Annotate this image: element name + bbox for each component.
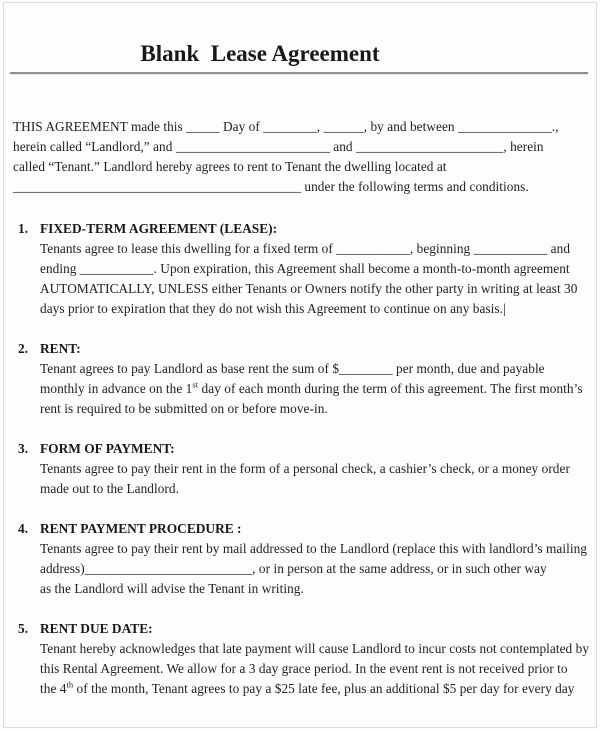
text-line: this Rental Agreement. We allow for a 3 day grace period. In the event rent is not received prior to	[40, 661, 568, 676]
title-rule	[10, 72, 588, 75]
intro-paragraph	[13, 117, 592, 197]
section-2	[0, 339, 600, 419]
text-line: Tenants agree to lease this dwelling for a fixed term of ___________, beginning ___________ and	[40, 241, 571, 256]
section-body	[40, 539, 592, 599]
section-heading-row	[0, 619, 600, 639]
text-line: Tenants agree to pay their rent by mail addressed to the Landlord (replace this with landlord’s mailing	[40, 541, 588, 556]
section-body	[40, 639, 592, 699]
text-line: herein called “Landlord,” and _______________________ and ______________________, herein	[13, 139, 544, 154]
section-number: 5.	[18, 621, 29, 636]
section-heading: RENT:	[40, 341, 81, 356]
section-4	[0, 519, 600, 599]
section-heading: FIXED-TERM AGREEMENT (LEASE):	[40, 221, 278, 236]
sections-list	[0, 219, 600, 699]
text-line: AUTOMATICALLY, UNLESS either Tenants or Owners notify the other party in writing at least 30	[40, 281, 578, 296]
section-number: 1.	[18, 221, 29, 236]
section-body	[40, 359, 592, 419]
text-line: monthly in advance on the 1st day of each month during the term of this agreement. The first month’s	[40, 379, 583, 396]
text-line: called “Tenant.” Landlord hereby agrees to rent to Tenant the dwelling located at	[13, 159, 447, 174]
text-line: address)_________________________, or in person at the same address, or in such other way	[40, 561, 547, 576]
section-heading-row	[0, 439, 600, 459]
document-title: Blank Lease Agreement	[140, 41, 380, 66]
section-heading-row	[0, 519, 600, 539]
section-1	[0, 219, 600, 319]
section-5	[0, 619, 600, 699]
section-heading: RENT PAYMENT PROCEDURE :	[40, 521, 242, 536]
section-heading-row	[0, 339, 600, 359]
text-line: Tenant hereby acknowledges that late payment will cause Landlord to incur costs not contemplated by	[40, 641, 590, 656]
text-line: made out to the Landlord.	[40, 481, 179, 496]
section-number: 3.	[18, 441, 29, 456]
text-line: ending ___________. Upon expiration, this Agreement shall become a month-to-month agreement	[40, 261, 570, 276]
text-line: Tenants agree to pay their rent in the form of a personal check, a cashier’s check, or a money order	[40, 461, 570, 476]
section-heading: RENT DUE DATE:	[40, 621, 153, 636]
section-body	[40, 459, 592, 499]
text-line: days prior to expiration that they do not wish this Agreement to continue on any basis.|	[40, 301, 506, 316]
section-number: 4.	[18, 521, 29, 536]
text-line: ___________________________________________ under the following terms and conditions.	[13, 179, 529, 194]
text-line: the 4th of the month, Tenant agrees to pay a $25 late fee, plus an additional $5 per day for every day	[40, 679, 575, 696]
section-3	[0, 439, 600, 499]
section-number: 2.	[18, 341, 29, 356]
text-line: as the Landlord will advise the Tenant in writing.	[40, 581, 304, 596]
text-line: rent is required to be submitted on or before move-in.	[40, 401, 328, 416]
section-heading: FORM OF PAYMENT:	[40, 441, 175, 456]
section-body	[40, 239, 592, 319]
text-line: THIS AGREEMENT made this _____ Day of ________, ______, by and between ______________.,	[13, 119, 559, 134]
section-heading-row	[0, 219, 600, 239]
text-line: Tenant agrees to pay Landlord as base rent the sum of $________ per month, due and payable	[40, 361, 545, 376]
